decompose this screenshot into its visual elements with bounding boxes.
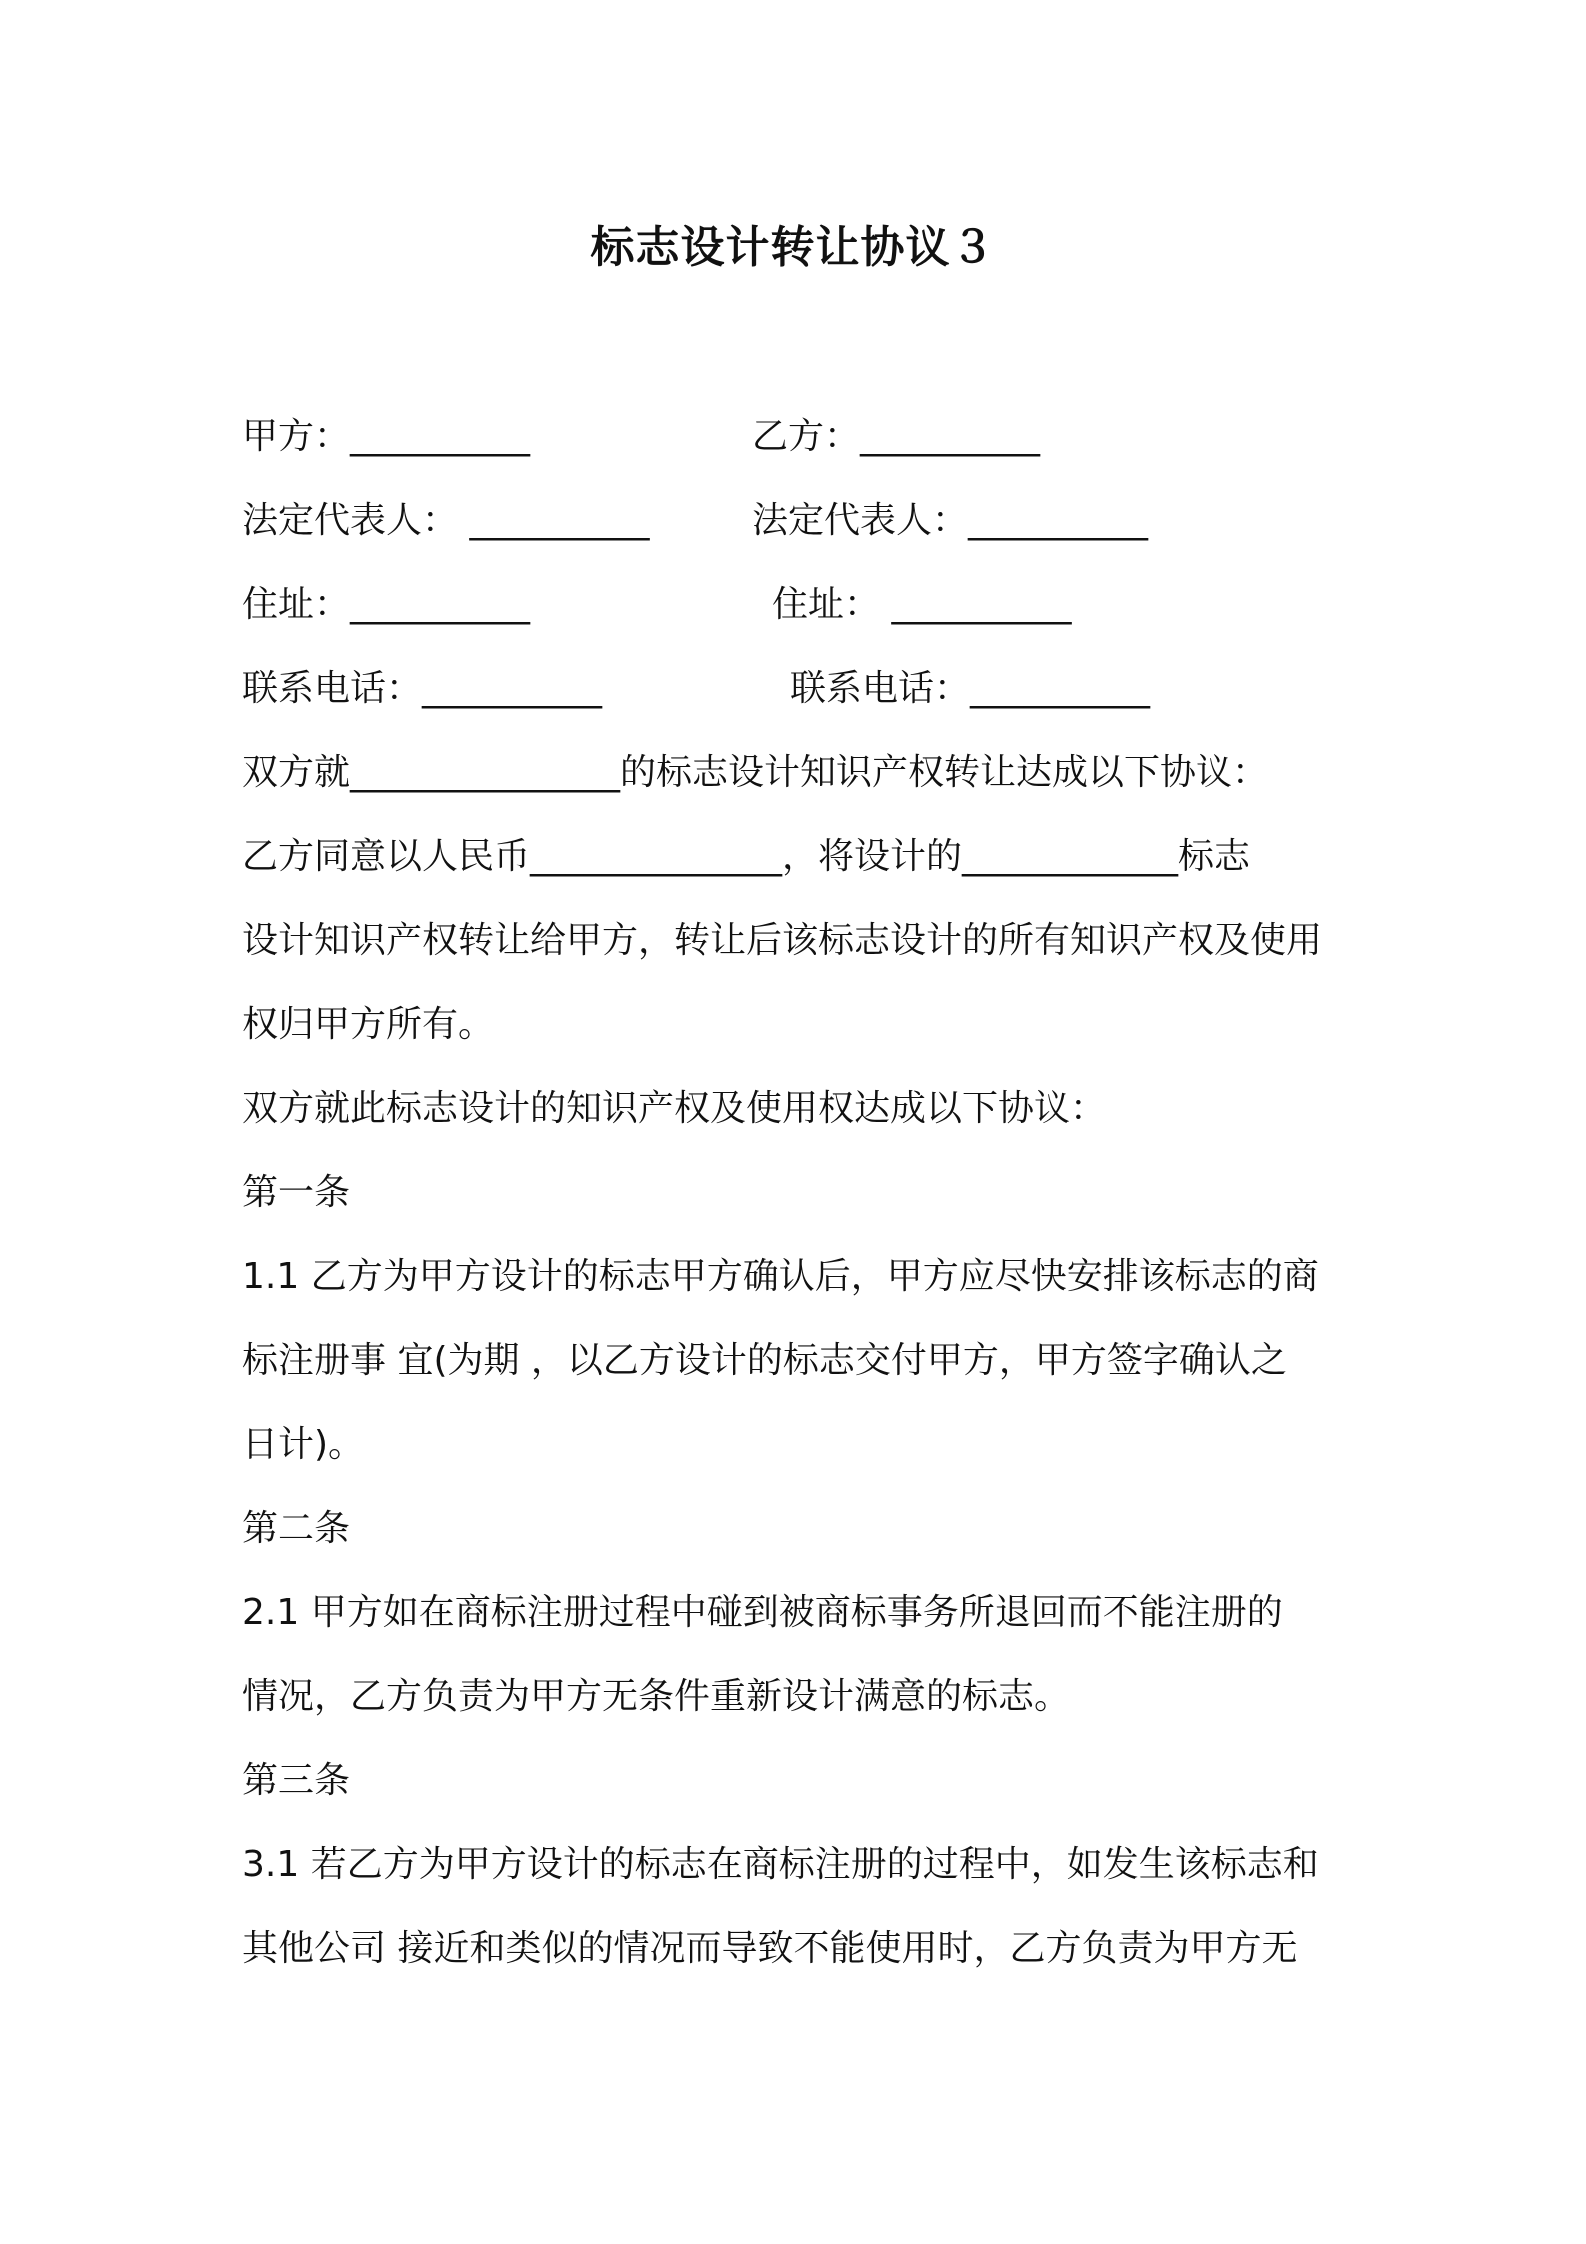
body-line: 双方就此标志设计的知识产权及使用权达成以下协议： [242, 1088, 1107, 1129]
party-b-field: 乙方：__________ [752, 416, 1041, 457]
phone-a-field: 联系电话：__________ [242, 668, 603, 709]
rep-a-field: 法定代表人： __________ [242, 500, 650, 541]
phone-b-field: 联系电话：__________ [790, 668, 1151, 709]
body-line: 其他公司 接近和类似的情况而导致不能使用时，乙方负责为甲方无 [242, 1928, 1298, 1969]
body-line: 乙方同意以人民币______________，将设计的____________标志 [242, 836, 1251, 877]
body-line: 标注册事 宜(为期 ，以乙方设计的标志交付甲方，甲方签字确认之 [242, 1340, 1287, 1381]
body-line: 双方就_______________的标志设计知识产权转让达成以下协议： [242, 752, 1269, 793]
body-line: 权归甲方所有。 [242, 1004, 495, 1045]
document-title: 标志设计转让协议３ [590, 222, 996, 273]
article-heading: 第二条 [242, 1508, 351, 1549]
body-line: 设计知识产权转让给甲方，转让后该标志设计的所有知识产权及使用 [242, 920, 1323, 961]
body-line: 情况，乙方负责为甲方无条件重新设计满意的标志。 [242, 1676, 1071, 1717]
address-a-field: 住址：__________ [242, 584, 531, 625]
rep-b-field: 法定代表人：__________ [752, 500, 1149, 541]
article-heading: 第一条 [242, 1172, 351, 1213]
address-b-field: 住址： __________ [772, 584, 1072, 625]
body-line: 日计)。 [242, 1424, 365, 1465]
body-line: 3.1 若乙方为甲方设计的标志在商标注册的过程中，如发生该标志和 [242, 1844, 1319, 1885]
body-line: 2.1 甲方如在商标注册过程中碰到被商标事务所退回而不能注册的 [242, 1592, 1283, 1633]
party-a-field: 甲方：__________ [242, 416, 531, 457]
article-heading: 第三条 [242, 1760, 351, 1801]
body-line: 1.1 乙方为甲方设计的标志甲方确认后，甲方应尽快安排该标志的商 [242, 1256, 1319, 1297]
